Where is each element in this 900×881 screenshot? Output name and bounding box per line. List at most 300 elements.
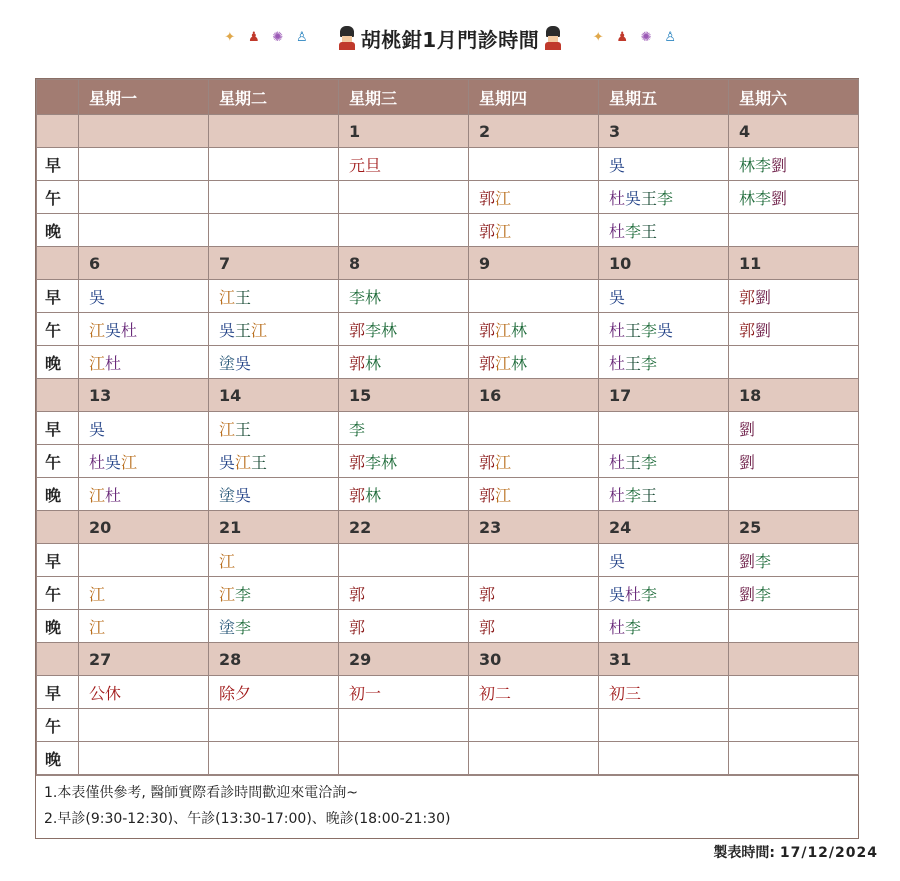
schedule-cell: [729, 445, 859, 478]
date-cell: 22: [339, 511, 469, 544]
page-title: 胡桃鉗1月門診時間: [360, 27, 540, 52]
schedule-cell: [209, 280, 339, 313]
slot-label: 晚: [37, 478, 79, 511]
schedule-table: [36, 79, 859, 775]
doctor-name: 李: [755, 155, 772, 175]
doctor-name: 吳: [219, 320, 236, 340]
doctor-name: 吳: [609, 551, 626, 571]
doctor-name: 塗: [219, 617, 236, 637]
doctor-name: 劉: [739, 419, 756, 439]
figure-icon: ♙: [295, 30, 308, 45]
schedule-cell: [209, 181, 339, 214]
doctor-name: 杜: [609, 320, 626, 340]
holiday-label: 元旦: [349, 155, 382, 175]
schedule-cell: [339, 412, 469, 445]
date-cell: 24: [599, 511, 729, 544]
date-cell: 20: [79, 511, 209, 544]
created-date: [713, 842, 878, 862]
doctor-name: 林: [739, 155, 756, 175]
doctor-name: 江: [495, 188, 512, 208]
doctor-name: 江: [235, 452, 252, 472]
note-2: 2.早診(9:30-12:30)、午診(13:30-17:00)、晚診(18:00-21:30): [44, 811, 451, 827]
doctor-name: 江: [89, 320, 106, 340]
doctor-name: 郭: [349, 485, 366, 505]
pinwheel-icon: ✺: [640, 30, 652, 45]
doctor-name: 江: [495, 320, 512, 340]
slot-row: [37, 214, 859, 247]
doctor-name: 林: [381, 452, 398, 472]
pinwheel-icon: ✺: [272, 30, 284, 45]
date-row-corner: [37, 511, 79, 544]
doctor-name: 江: [219, 287, 236, 307]
schedule-cell: [79, 610, 209, 643]
doctor-name: 林: [365, 353, 382, 373]
doctor-name: 江: [121, 452, 138, 472]
slot-label: 午: [37, 709, 79, 742]
doctor-name: 江: [495, 452, 512, 472]
doctor-name: 吳: [105, 320, 122, 340]
schedule-cell: [339, 709, 469, 742]
holiday-label: 除夕: [219, 683, 252, 703]
doctor-name: 塗: [219, 485, 236, 505]
schedule-cell: [79, 445, 209, 478]
date-row: [37, 379, 859, 412]
date-row: [37, 115, 859, 148]
weekday-header: 星期二: [209, 80, 339, 115]
doctor-name: 郭: [739, 320, 756, 340]
decoration-left: [221, 29, 311, 47]
doctor-name: 李: [755, 551, 772, 571]
schedule-cell: [469, 676, 599, 709]
schedule-cell: [339, 478, 469, 511]
date-cell: 27: [79, 643, 209, 676]
date-cell: 31: [599, 643, 729, 676]
schedule-cell: [209, 577, 339, 610]
schedule-cell: [469, 214, 599, 247]
doctor-name: 塗: [219, 353, 236, 373]
doctor-name: 王: [235, 419, 252, 439]
doctor-name: 王: [235, 287, 252, 307]
slot-row: [37, 346, 859, 379]
holiday-label: 初一: [349, 683, 382, 703]
schedule-cell: [729, 709, 859, 742]
schedule-cell: [79, 313, 209, 346]
doctor-name: 李: [657, 188, 674, 208]
doctor-name: 李: [625, 617, 642, 637]
doctor-name: 杜: [121, 320, 138, 340]
schedule-cell: [209, 676, 339, 709]
doctor-name: 杜: [105, 485, 122, 505]
doctor-name: 李: [641, 320, 658, 340]
schedule-cell: [599, 709, 729, 742]
slot-row: [37, 313, 859, 346]
doctor-name: 王: [641, 188, 658, 208]
date-cell: 14: [209, 379, 339, 412]
doctor-name: 杜: [609, 353, 626, 373]
doctor-name: 林: [381, 320, 398, 340]
schedule-cell: [469, 148, 599, 181]
doctor-name: 林: [511, 320, 528, 340]
slot-label: 午: [37, 313, 79, 346]
schedule-cell: [729, 181, 859, 214]
schedule-cell: [209, 478, 339, 511]
slot-label: 晚: [37, 742, 79, 775]
date-row: [37, 643, 859, 676]
doctor-name: 郭: [479, 485, 496, 505]
slot-row: [37, 181, 859, 214]
date-cell: 29: [339, 643, 469, 676]
doctor-name: 吳: [609, 287, 626, 307]
doctor-name: 郭: [479, 617, 496, 637]
date-cell: 2: [469, 115, 599, 148]
schedule-cell: [339, 742, 469, 775]
slot-row: [37, 412, 859, 445]
date-cell: 8: [339, 247, 469, 280]
doctor-name: 李: [625, 485, 642, 505]
date-cell: 6: [79, 247, 209, 280]
schedule-cell: [339, 445, 469, 478]
doctor-name: 劉: [755, 320, 772, 340]
doctor-name: 李: [755, 188, 772, 208]
schedule-cell: [599, 346, 729, 379]
doctor-name: 郭: [479, 320, 496, 340]
doctor-name: 吳: [89, 419, 106, 439]
doctor-name: 吳: [625, 188, 642, 208]
schedule-cell: [469, 742, 599, 775]
doctor-name: 劉: [771, 155, 788, 175]
schedule-cell: [599, 544, 729, 577]
schedule-cell: [729, 313, 859, 346]
slot-label: 午: [37, 181, 79, 214]
slot-row: [37, 676, 859, 709]
title-group: [333, 24, 567, 53]
schedule-cell: [339, 610, 469, 643]
doctor-name: 李: [365, 320, 382, 340]
doctor-name: 杜: [105, 353, 122, 373]
header-row: [37, 80, 859, 115]
doctor-name: 林: [511, 353, 528, 373]
schedule-cell: [599, 148, 729, 181]
slot-label: 早: [37, 148, 79, 181]
slot-label: 午: [37, 445, 79, 478]
schedule-cell: [339, 544, 469, 577]
schedule-cell: [729, 577, 859, 610]
doctor-name: 杜: [625, 584, 642, 604]
doctor-name: 杜: [89, 452, 106, 472]
slot-label: 早: [37, 676, 79, 709]
schedule-cell: [729, 346, 859, 379]
schedule-cell: [209, 148, 339, 181]
slot-label: 早: [37, 412, 79, 445]
schedule-cell: [729, 544, 859, 577]
date-cell: 23: [469, 511, 599, 544]
doctor-name: 郭: [479, 188, 496, 208]
doctor-name: 吳: [609, 584, 626, 604]
date-cell: 17: [599, 379, 729, 412]
date-row-corner: [37, 247, 79, 280]
doctor-name: 王: [641, 221, 658, 241]
slot-row: [37, 445, 859, 478]
date-cell: 28: [209, 643, 339, 676]
schedule-cell: [209, 709, 339, 742]
notes: [36, 775, 858, 838]
schedule-cell: [729, 148, 859, 181]
doctor-name: 郭: [479, 452, 496, 472]
schedule-cell: [599, 280, 729, 313]
slot-label: 晚: [37, 214, 79, 247]
doctor-name: 李: [641, 452, 658, 472]
date-cell: 10: [599, 247, 729, 280]
holiday-label: 初二: [479, 683, 512, 703]
schedule-cell: [209, 445, 339, 478]
header-corner: [37, 80, 79, 115]
doctor-name: 王: [641, 485, 658, 505]
slot-row: [37, 610, 859, 643]
slot-row: [37, 478, 859, 511]
created-date-value: 17/12/2024: [779, 845, 878, 861]
doctor-name: 郭: [479, 584, 496, 604]
doctor-name: 劉: [739, 584, 756, 604]
schedule-cell: [79, 709, 209, 742]
doctor-name: 吳: [609, 155, 626, 175]
doctor-name: 杜: [609, 221, 626, 241]
date-cell: [729, 643, 859, 676]
weekday-header: 星期四: [469, 80, 599, 115]
date-row-corner: [37, 115, 79, 148]
schedule-cell: [79, 412, 209, 445]
schedule-cell: [729, 478, 859, 511]
schedule-cell: [209, 346, 339, 379]
doctor-name: 李: [641, 353, 658, 373]
doctor-name: 郭: [479, 353, 496, 373]
doctor-name: 李: [365, 452, 382, 472]
schedule-cell: [599, 676, 729, 709]
schedule-cell: [339, 313, 469, 346]
date-cell: 9: [469, 247, 599, 280]
doctor-name: 劉: [739, 551, 756, 571]
schedule-cell: [79, 280, 209, 313]
schedule-cell: [729, 742, 859, 775]
slot-label: 早: [37, 544, 79, 577]
date-cell: 18: [729, 379, 859, 412]
doctor-name: 王: [625, 320, 642, 340]
schedule-cell: [339, 577, 469, 610]
doctor-name: 劉: [755, 287, 772, 307]
doctor-name: 郭: [349, 452, 366, 472]
soldier-icon: [543, 26, 563, 50]
schedule-cell: [469, 181, 599, 214]
soldier-icon: [337, 26, 357, 50]
date-cell: 11: [729, 247, 859, 280]
doctor-name: 郭: [349, 617, 366, 637]
schedule-cell: [469, 709, 599, 742]
schedule-cell: [729, 412, 859, 445]
slot-row: [37, 544, 859, 577]
dancer-icon: ♟: [616, 30, 629, 45]
holiday-label: 公休: [89, 683, 122, 703]
doctor-name: 江: [89, 584, 106, 604]
sparkle-icon: ✦: [224, 30, 236, 45]
doctor-name: 江: [89, 485, 106, 505]
title-bar: [0, 18, 900, 58]
doctor-name: 江: [251, 320, 268, 340]
doctor-name: 王: [625, 353, 642, 373]
doctor-name: 王: [625, 452, 642, 472]
date-cell: 7: [209, 247, 339, 280]
doctor-name: 劉: [739, 452, 756, 472]
date-cell: 16: [469, 379, 599, 412]
doctor-name: 李: [349, 287, 366, 307]
schedule-cell: [469, 577, 599, 610]
doctor-name: 劉: [771, 188, 788, 208]
doctor-name: 江: [495, 353, 512, 373]
doctor-name: 吳: [219, 452, 236, 472]
dancer-icon: ♟: [247, 30, 260, 45]
doctor-name: 李: [641, 584, 658, 604]
schedule-cell: [339, 280, 469, 313]
schedule-cell: [599, 181, 729, 214]
doctor-name: 杜: [609, 617, 626, 637]
schedule-cell: [209, 313, 339, 346]
schedule-sheet: [35, 78, 859, 839]
slot-row: [37, 577, 859, 610]
schedule-cell: [469, 412, 599, 445]
doctor-name: 李: [755, 584, 772, 604]
date-row: [37, 247, 859, 280]
schedule-cell: [599, 412, 729, 445]
date-row-corner: [37, 379, 79, 412]
date-cell: [209, 115, 339, 148]
schedule-cell: [469, 280, 599, 313]
slot-row: [37, 709, 859, 742]
schedule-cell: [79, 577, 209, 610]
decoration-right: [589, 29, 679, 47]
schedule-cell: [729, 676, 859, 709]
slot-row: [37, 148, 859, 181]
date-cell: 4: [729, 115, 859, 148]
slot-row: [37, 742, 859, 775]
schedule-cell: [339, 676, 469, 709]
doctor-name: 吳: [89, 287, 106, 307]
doctor-name: 江: [219, 419, 236, 439]
doctor-name: 郭: [349, 584, 366, 604]
doctor-name: 江: [89, 353, 106, 373]
schedule-cell: [79, 676, 209, 709]
schedule-cell: [209, 742, 339, 775]
doctor-name: 吳: [235, 485, 252, 505]
doctor-name: 江: [495, 221, 512, 241]
doctor-name: 王: [235, 320, 252, 340]
doctor-name: 林: [739, 188, 756, 208]
schedule-cell: [339, 214, 469, 247]
figure-icon: ♙: [664, 30, 677, 45]
doctor-name: 郭: [739, 287, 756, 307]
doctor-name: 江: [219, 551, 236, 571]
schedule-cell: [79, 544, 209, 577]
schedule-cell: [209, 214, 339, 247]
schedule-cell: [599, 577, 729, 610]
schedule-cell: [599, 478, 729, 511]
doctor-name: 林: [365, 287, 382, 307]
schedule-cell: [339, 181, 469, 214]
note-1: 1.本表僅供參考, 醫師實際看診時間歡迎來電洽詢~: [44, 785, 358, 801]
doctor-name: 郭: [349, 353, 366, 373]
schedule-cell: [729, 214, 859, 247]
doctor-name: 杜: [609, 188, 626, 208]
weekday-header: 星期六: [729, 80, 859, 115]
schedule-cell: [469, 445, 599, 478]
schedule-cell: [79, 214, 209, 247]
date-cell: 30: [469, 643, 599, 676]
slot-row: [37, 280, 859, 313]
date-cell: 1: [339, 115, 469, 148]
slot-label: 晚: [37, 346, 79, 379]
doctor-name: 江: [89, 617, 106, 637]
holiday-label: 初三: [609, 683, 642, 703]
doctor-name: 杜: [609, 452, 626, 472]
schedule-cell: [469, 610, 599, 643]
schedule-cell: [469, 346, 599, 379]
schedule-cell: [339, 148, 469, 181]
doctor-name: 江: [495, 485, 512, 505]
doctor-name: 王: [251, 452, 268, 472]
date-cell: 15: [339, 379, 469, 412]
weekday-header: 星期三: [339, 80, 469, 115]
schedule-cell: [599, 742, 729, 775]
doctor-name: 李: [349, 419, 366, 439]
schedule-cell: [79, 742, 209, 775]
schedule-cell: [729, 280, 859, 313]
doctor-name: 吳: [657, 320, 674, 340]
schedule-cell: [79, 346, 209, 379]
doctor-name: 李: [235, 617, 252, 637]
doctor-name: 李: [625, 221, 642, 241]
schedule-cell: [79, 478, 209, 511]
doctor-name: 林: [365, 485, 382, 505]
weekday-header: 星期一: [79, 80, 209, 115]
date-cell: 21: [209, 511, 339, 544]
date-cell: 25: [729, 511, 859, 544]
doctor-name: 江: [219, 584, 236, 604]
schedule-cell: [599, 445, 729, 478]
schedule-cell: [469, 544, 599, 577]
doctor-name: 李: [235, 584, 252, 604]
schedule-cell: [469, 313, 599, 346]
doctor-name: 郭: [479, 221, 496, 241]
slot-label: 晚: [37, 610, 79, 643]
schedule-cell: [79, 148, 209, 181]
schedule-cell: [339, 346, 469, 379]
sparkle-icon: ✦: [592, 30, 604, 45]
slot-label: 早: [37, 280, 79, 313]
created-date-label: 製表時間:: [713, 845, 775, 861]
doctor-name: 郭: [349, 320, 366, 340]
doctor-name: 杜: [609, 485, 626, 505]
weekday-header: 星期五: [599, 80, 729, 115]
doctor-name: 吳: [105, 452, 122, 472]
date-cell: 13: [79, 379, 209, 412]
schedule-cell: [599, 313, 729, 346]
date-cell: [79, 115, 209, 148]
schedule-cell: [729, 610, 859, 643]
date-cell: 3: [599, 115, 729, 148]
slot-label: 午: [37, 577, 79, 610]
date-row-corner: [37, 643, 79, 676]
schedule-cell: [209, 544, 339, 577]
schedule-cell: [209, 610, 339, 643]
schedule-cell: [79, 181, 209, 214]
doctor-name: 吳: [235, 353, 252, 373]
